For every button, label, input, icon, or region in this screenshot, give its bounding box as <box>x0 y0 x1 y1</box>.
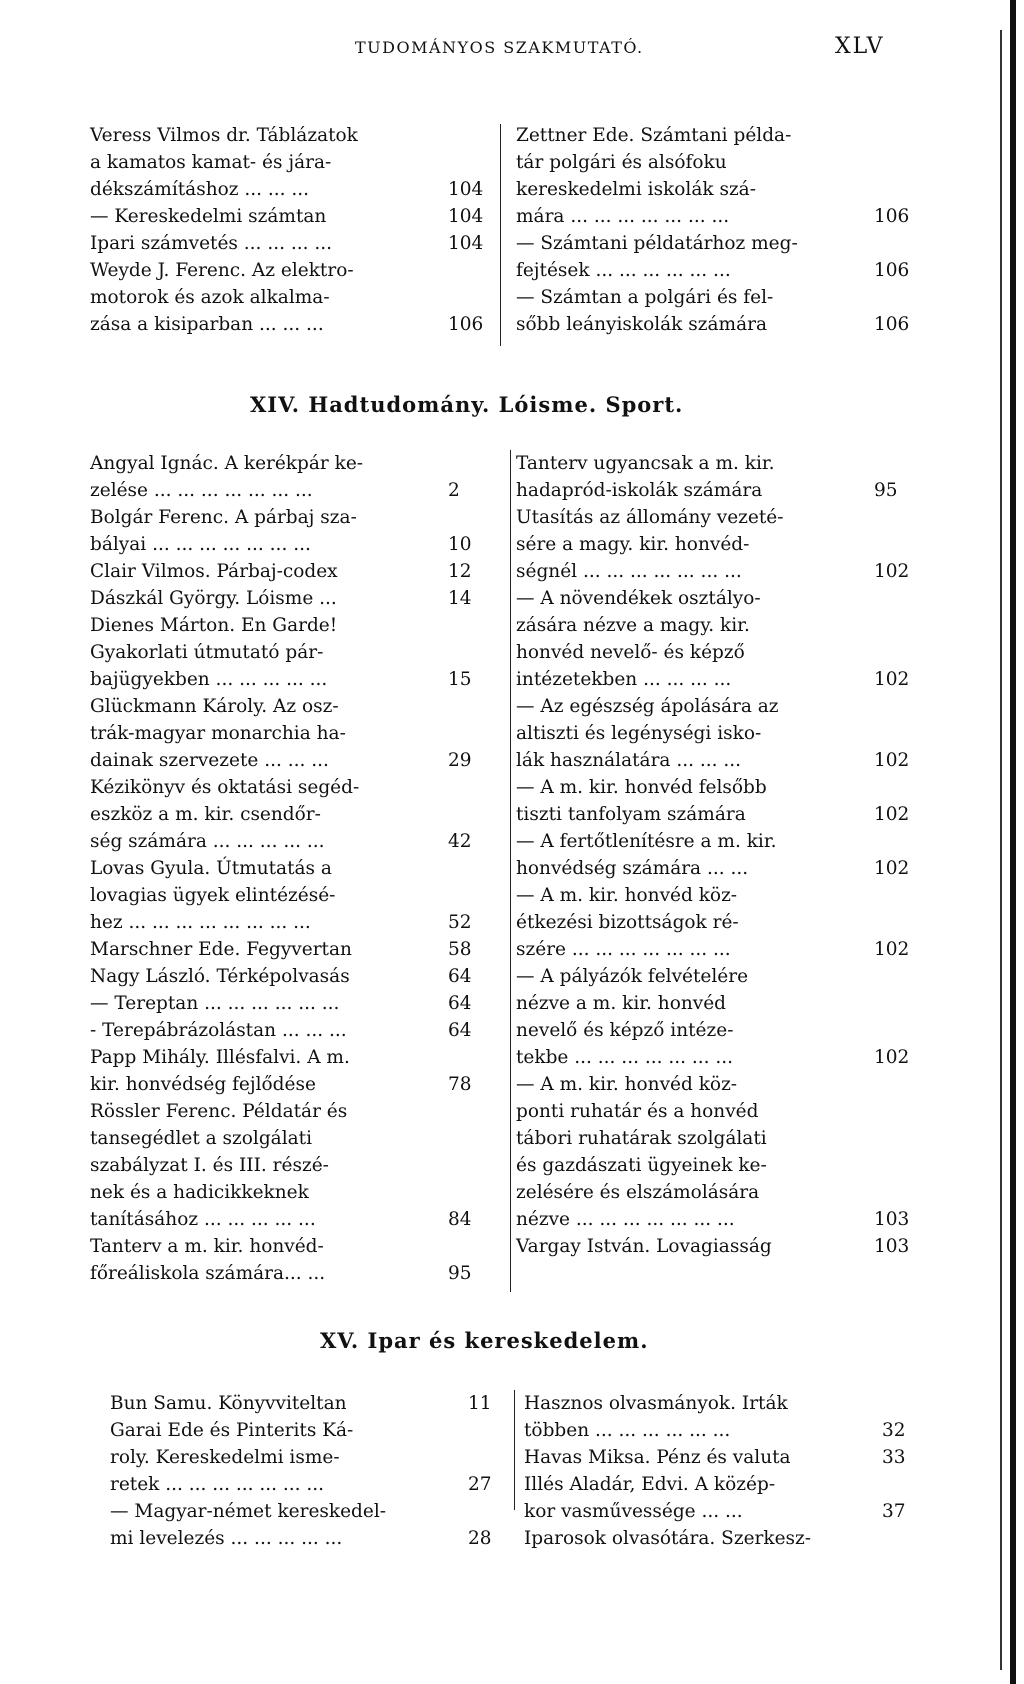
entry-page-number: 14 <box>448 588 472 609</box>
index-entry <box>90 612 488 693</box>
entry-line: kir. honvédség fejlődése <box>90 1074 316 1095</box>
entry-line: szabályzat I. és III. részé- <box>90 1155 329 1176</box>
index-entry <box>90 585 488 612</box>
index-entry <box>516 230 914 284</box>
index-entry <box>90 693 488 774</box>
entry-line: roly. Kereskedelmi isme- <box>110 1447 340 1468</box>
index-entry <box>516 1233 914 1260</box>
section-xv-left-column <box>110 1390 508 1552</box>
index-entry <box>110 1498 508 1552</box>
entry-page-number: 106 <box>874 260 910 281</box>
entry-page-number: 103 <box>874 1209 910 1230</box>
top-right-column <box>516 122 914 338</box>
entry-page-number: 37 <box>882 1501 906 1522</box>
entry-line: Nagy László. Térképolvasás <box>90 966 350 987</box>
entry-page-number: 52 <box>448 912 472 933</box>
entry-line: kereskedelmi iskolák szá- <box>516 179 756 200</box>
index-entry <box>516 828 914 882</box>
entry-page-number: 32 <box>882 1420 906 1441</box>
section-xv-right-column <box>524 1390 922 1552</box>
entry-page-number: 106 <box>448 314 484 335</box>
entry-line: Hasznos olvasmányok. Irták <box>524 1393 788 1414</box>
entry-line: Veress Vilmos dr. Táblázatok <box>90 125 358 146</box>
entry-line: — Tereptan ... ... ... ... ... ... <box>90 993 340 1014</box>
entry-line: dainak szervezete ... ... ... <box>90 750 329 771</box>
entry-line: bályai ... ... ... ... ... ... ... <box>90 534 311 555</box>
page-edge <box>1010 0 1016 1684</box>
column-divider <box>510 450 511 1292</box>
index-entry <box>524 1390 922 1444</box>
index-entry <box>90 1233 488 1287</box>
entry-line: eszköz a m. kir. csendőr- <box>90 804 321 825</box>
entry-line: Papp Mihály. Illésfalvi. A m. <box>90 1047 350 1068</box>
entry-line: Bun Samu. Könyvviteltan <box>110 1393 347 1414</box>
entry-line: Kézikönyv és oktatási segéd- <box>90 777 360 798</box>
entry-page-number: 102 <box>874 858 910 879</box>
index-entry <box>516 693 914 774</box>
entry-line: — A m. kir. honvéd köz- <box>516 1074 738 1095</box>
entry-page-number: 102 <box>874 561 910 582</box>
entry-page-number: 104 <box>448 179 484 200</box>
entry-line: zása a kisiparban ... ... ... <box>90 314 324 335</box>
entry-line: és gazdászati ügyeinek ke- <box>516 1155 767 1176</box>
entry-line: Glückmann Károly. Az osz- <box>90 696 339 717</box>
index-entry <box>524 1525 922 1552</box>
index-entry <box>516 450 914 504</box>
entry-line: zelése ... ... ... ... ... ... ... <box>90 480 313 501</box>
entry-line: zelésére és elszámolására <box>516 1182 760 1203</box>
entry-page-number: 15 <box>448 669 472 690</box>
index-entry <box>524 1444 922 1471</box>
entry-line: — A növendékek osztályo- <box>516 588 761 609</box>
index-entry <box>516 963 914 1071</box>
page-edge-inner <box>1000 30 1002 1670</box>
entry-line: tiszti tanfolyam számára <box>516 804 746 825</box>
entry-page-number: 104 <box>448 233 484 254</box>
entry-page-number: 78 <box>448 1074 472 1095</box>
entry-line: — A m. kir. honvéd köz- <box>516 885 738 906</box>
entry-line: tár polgári és alsófoku <box>516 152 727 173</box>
section-title-xiv: XIV. Hadtudomány. Lóisme. Sport. <box>250 392 684 417</box>
index-entry <box>90 936 488 963</box>
entry-page-number: 104 <box>448 206 484 227</box>
entry-line: Lovas Gyula. Útmutatás a <box>90 858 332 879</box>
entry-line: bajügyekben ... ... ... ... ... <box>90 669 328 690</box>
entry-line: Clair Vilmos. Párbaj-codex <box>90 561 338 582</box>
entry-line: Marschner Ede. Fegyvertan <box>90 939 352 960</box>
entry-line: - Terepábrázolástan ... ... ... <box>90 1020 347 1041</box>
index-entry <box>516 1071 914 1233</box>
entry-line: Zettner Ede. Számtani példa- <box>516 125 792 146</box>
page-number: XLV <box>835 34 885 59</box>
entry-line: Weyde J. Ferenc. Az elektro- <box>90 260 354 281</box>
index-entry <box>110 1417 508 1498</box>
index-entry <box>90 504 488 558</box>
column-divider <box>514 1390 515 1510</box>
entry-line: honvédség számára ... ... <box>516 858 749 879</box>
index-entry <box>516 122 914 230</box>
index-entry <box>90 1044 488 1098</box>
entry-line: sőbb leányiskolák számára <box>516 314 767 335</box>
entry-line: Dienes Márton. En Garde! <box>90 615 338 636</box>
index-entry <box>516 882 914 963</box>
entry-line: — Számtan a polgári és fel- <box>516 287 774 308</box>
entry-page-number: 11 <box>468 1393 492 1414</box>
entry-line: trák-magyar monarchia ha- <box>90 723 346 744</box>
entry-line: — A m. kir. honvéd felsőbb <box>516 777 767 798</box>
entry-line: lák használatára ... ... ... <box>516 750 742 771</box>
entry-line: lovagias ügyek elintézésé- <box>90 885 336 906</box>
index-entry <box>90 203 488 230</box>
entry-line: altiszti és legénységi isko- <box>516 723 762 744</box>
entry-line: étkezési bizottságok ré- <box>516 912 739 933</box>
entry-line: tábori ruhatárak szolgálati <box>516 1128 767 1149</box>
index-entry <box>524 1471 922 1525</box>
index-entry <box>90 450 488 504</box>
entry-line: Iparosok olvasótára. Szerkesz- <box>524 1528 812 1549</box>
entry-line: intézetekben ... ... ... ... <box>516 669 732 690</box>
entry-line: retek ... ... ... ... ... ... ... <box>110 1474 325 1495</box>
entry-line: kor vasművessége ... ... <box>524 1501 743 1522</box>
entry-page-number: 95 <box>874 480 898 501</box>
entry-page-number: 28 <box>468 1528 492 1549</box>
entry-line: mi levelezés ... ... ... ... ... <box>110 1528 343 1549</box>
section-xiv-left-column <box>90 450 488 1287</box>
entry-line: — A fertőtlenítésre a m. kir. <box>516 831 777 852</box>
entry-line: Vargay István. Lovagiasság <box>516 1236 772 1257</box>
entry-line: ponti ruhatár és a honvéd <box>516 1101 759 1122</box>
running-header: TUDOMÁNYOS SZAKMUTATÓ. <box>355 38 644 57</box>
entry-line: — A pályázók felvételére <box>516 966 749 987</box>
entry-line: tansegédlet a szolgálati <box>90 1128 313 1149</box>
entry-line: — Az egészség ápolására az <box>516 696 779 717</box>
entry-line: Illés Aladár, Edvi. A közép- <box>524 1474 776 1495</box>
entry-line: ség számára ... ... ... ... ... <box>90 831 325 852</box>
entry-line: tekbe ... ... ... ... ... ... ... <box>516 1047 734 1068</box>
entry-page-number: 84 <box>448 1209 472 1230</box>
entry-page-number: 102 <box>874 939 910 960</box>
entry-line: zására nézve a magy. kir. <box>516 615 750 636</box>
index-entry <box>90 257 488 338</box>
entry-page-number: 95 <box>448 1263 472 1284</box>
entry-line: sére a magy. kir. honvéd- <box>516 534 750 555</box>
entry-line: dékszámításhoz ... ... ... <box>90 179 310 200</box>
entry-line: hadapród-iskolák számára <box>516 480 763 501</box>
entry-page-number: 27 <box>468 1474 492 1495</box>
entry-line: a kamatos kamat- és jára- <box>90 152 332 173</box>
entry-line: hez ... ... ... ... ... ... ... ... <box>90 912 311 933</box>
entry-page-number: 33 <box>882 1447 906 1468</box>
index-entry <box>516 284 914 338</box>
entry-line: nézve ... ... ... ... ... ... ... <box>516 1209 735 1230</box>
entry-line: Utasítás az állomány vezeté- <box>516 507 784 528</box>
entry-line: Garai Ede és Pinterits Ká- <box>110 1420 354 1441</box>
entry-line: Dászkál György. Lóisme ... <box>90 588 337 609</box>
index-entry <box>90 1098 488 1233</box>
entry-page-number: 102 <box>874 669 910 690</box>
entry-line: motorok és azok alkalma- <box>90 287 330 308</box>
entry-page-number: 58 <box>448 939 472 960</box>
section-xiv-right-column <box>516 450 914 1260</box>
entry-page-number: 2 <box>448 480 460 501</box>
index-entry <box>90 855 488 936</box>
index-entry <box>90 963 488 990</box>
entry-page-number: 64 <box>448 993 472 1014</box>
entry-line: Ipari számvetés ... ... ... ... <box>90 233 332 254</box>
entry-page-number: 102 <box>874 1047 910 1068</box>
entry-page-number: 103 <box>874 1236 910 1257</box>
index-entry <box>90 230 488 257</box>
entry-line: tanításához ... ... ... ... ... <box>90 1209 316 1230</box>
entry-line: — Kereskedelmi számtan <box>90 206 327 227</box>
entry-page-number: 42 <box>448 831 472 852</box>
entry-line: többen ... ... ... ... ... ... <box>524 1420 731 1441</box>
entry-line: nek és a hadicikkeknek <box>90 1182 309 1203</box>
entry-line: Rössler Ferenc. Példatár és <box>90 1101 348 1122</box>
index-entry <box>516 774 914 828</box>
index-entry <box>516 585 914 693</box>
section-title-xv: XV. Ipar és kereskedelem. <box>320 1328 649 1353</box>
entry-line: főreáliskola számára... ... <box>90 1263 326 1284</box>
entry-line: Gyakorlati útmutató pár- <box>90 642 324 663</box>
entry-page-number: 64 <box>448 1020 472 1041</box>
entry-page-number: 102 <box>874 750 910 771</box>
index-entry <box>90 990 488 1017</box>
entry-line: Tanterv ugyancsak a m. kir. <box>516 453 775 474</box>
entry-page-number: 10 <box>448 534 472 555</box>
entry-page-number: 64 <box>448 966 472 987</box>
entry-line: Bolgár Ferenc. A párbaj sza- <box>90 507 357 528</box>
entry-page-number: 29 <box>448 750 472 771</box>
entry-line: mára ... ... ... ... ... ... ... <box>516 206 730 227</box>
top-left-column <box>90 122 488 338</box>
entry-line: fejtések ... ... ... ... ... ... <box>516 260 731 281</box>
entry-line: — Számtani példatárhoz meg- <box>516 233 798 254</box>
entry-page-number: 106 <box>874 206 910 227</box>
entry-line: nézve a m. kir. honvéd <box>516 993 727 1014</box>
entry-page-number: 102 <box>874 804 910 825</box>
index-entry <box>90 1017 488 1044</box>
entry-line: nevelő és képző intéze- <box>516 1020 734 1041</box>
index-entry <box>90 558 488 585</box>
entry-line: ségnél ... ... ... ... ... ... ... <box>516 561 742 582</box>
entry-page-number: 106 <box>874 314 910 335</box>
index-entry <box>90 122 488 203</box>
index-entry <box>516 504 914 585</box>
entry-line: szére ... ... ... ... ... ... ... <box>516 939 731 960</box>
entry-line: Tanterv a m. kir. honvéd- <box>90 1236 324 1257</box>
entry-line: — Magyar-német kereskedel- <box>110 1501 387 1522</box>
entry-page-number: 12 <box>448 561 472 582</box>
index-entry <box>110 1390 508 1417</box>
entry-line: honvéd nevelő- és képző <box>516 642 745 663</box>
index-entry <box>90 774 488 855</box>
entry-line: Havas Miksa. Pénz és valuta <box>524 1447 791 1468</box>
entry-line: Angyal Ignác. A kerékpár ke- <box>90 453 364 474</box>
column-divider <box>500 124 501 346</box>
